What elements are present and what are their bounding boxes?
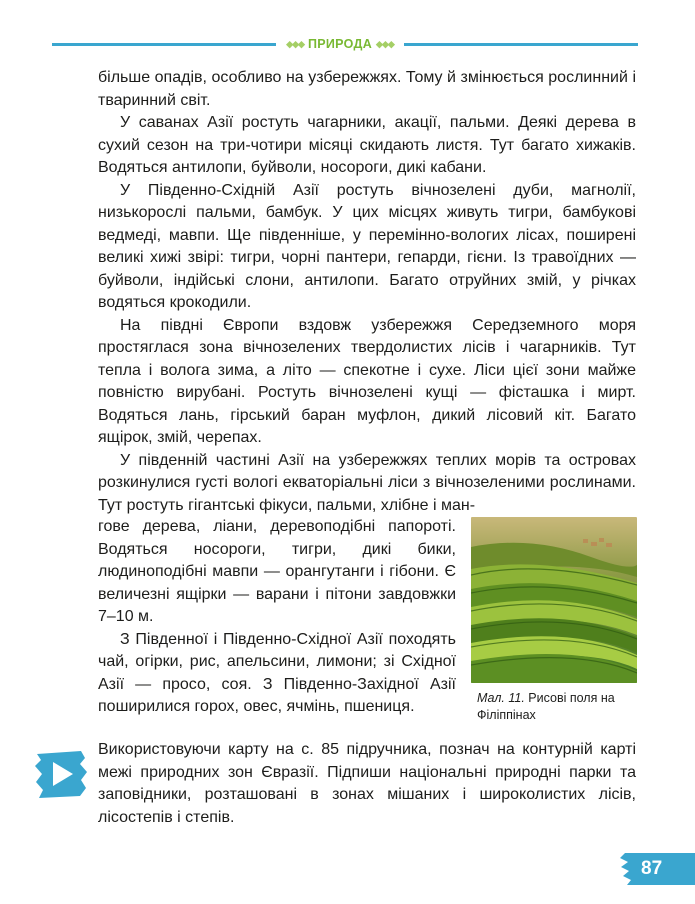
figure-caption-text: Рисові поля на Філіппінах <box>477 691 615 722</box>
body-text-side <box>98 516 456 719</box>
section-title: ПРИРОДА <box>307 37 373 51</box>
leaf-ornament-icon: ◆◆◆ <box>286 38 304 49</box>
section-header <box>275 35 405 53</box>
rice-terraces-photo <box>471 517 637 683</box>
figure-caption <box>477 690 637 724</box>
task-text <box>98 739 636 829</box>
body-text-top <box>98 67 636 517</box>
paragraph: У південній частині Азії на узбережжях теплих морів та островах розкинулися густі вологі екваторіальні ліси з вічнозеленими рослинами. Тут ростуть гігантські фікуси, пальми, хлібне і ман- <box>98 451 636 514</box>
paragraph: У Південно-Східній Азії ростуть вічнозелені дуби, магнолії, низькорослі пальми, бамбук. У цих місцях живуть тигри, бамбукові ведмеді, мавпи. Ще південніше, у перемінно-вологих лісах, поширені великі хижі звірі: тигри, чорні пантери, гепарди, гієни. Із травоїдних — буйволи, індійські слони, антилопи. Багато отруйних змій, у річках водяться крокодили. <box>98 181 636 311</box>
paragraph: З Південної і Південно-Східної Азії походять чай, огірки, рис, апельсини, лимони; зі Східної Азії — просо, соя. З Південно-Західної Азії поширилися горох, овес, ячмінь, пшениця. <box>98 630 456 715</box>
figure-label: Мал. 11. <box>477 691 525 705</box>
paragraph: гове дерева, ліани, деревоподібні папороті. Водяться носороги, тигри, дикі бики, людиноподібні мавпи — орангутанги і гібони. Є величезні ящірки — варани і пітони завдовжки 7–10 м. <box>98 518 456 625</box>
page-number: 87 <box>641 858 663 879</box>
paragraph: У саванах Азії ростуть чагарники, акації, пальми. Деякі дерева в сухий сезон на три-чотири місяці скидають листя. Тут багато хижаків. Водяться антилопи, буйволи, носороги, дикі кабани. <box>98 114 636 176</box>
play-arrow-icon <box>33 748 91 800</box>
page-number-badge <box>617 850 695 888</box>
paragraph: більше опадів, особливо на узбережжях. Тому й змінюється рослинний і тваринний світ. <box>98 69 636 109</box>
header-rule-right <box>404 43 638 46</box>
task-paragraph: Використовуючи карту на с. 85 підручника, познач на контурній карті межі природних зон Євразії. Підпиши національні природні парки та заповідники, розташовані в зонах мішаних і широколистих лісів, лісостепів і степів. <box>98 741 636 826</box>
header-rule-left <box>52 43 276 46</box>
paragraph: На півдні Європи вздовж узбережжя Середземного моря простяглася зона вічнозелених твердолистих лісів і чагарників. Тут тепла і волога зима, а літо — спекотне і сухе. Ліси цієї зони майже повністю вирубані. Ростуть вічнозелені кущі — фісташка і мирт. Водяться лань, гірський баран муфлон, дикий лісовий кіт. Багато ящірок, змій, черепах. <box>98 316 636 446</box>
leaf-ornament-icon: ◆◆◆ <box>376 38 394 49</box>
